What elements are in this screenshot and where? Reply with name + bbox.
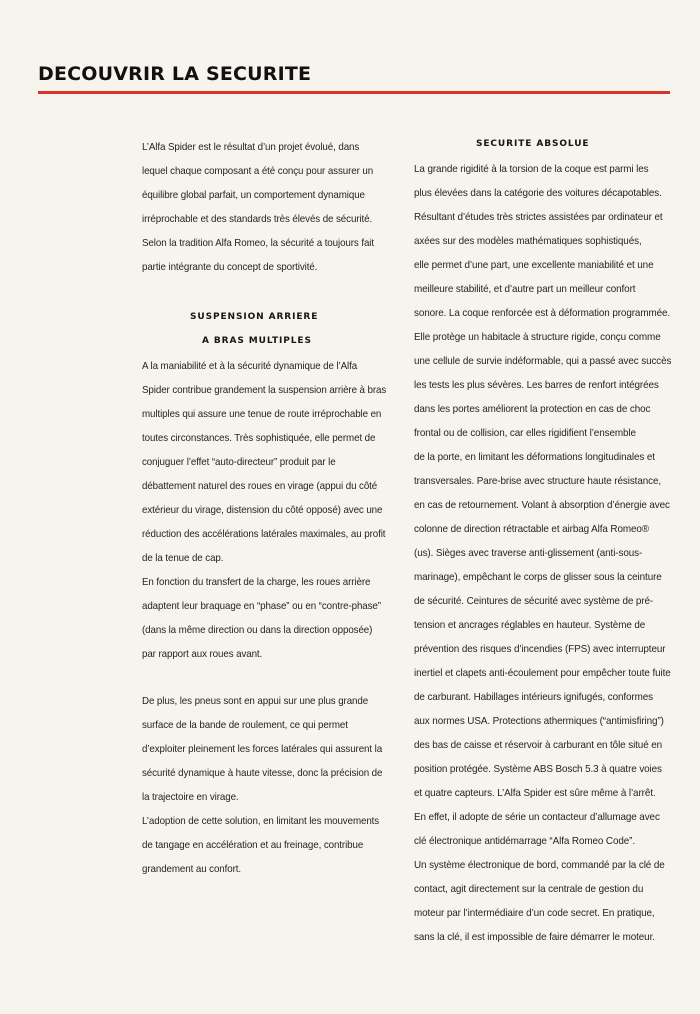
paragraph-line: de tangage en accélération et au freinage, contribue xyxy=(142,840,364,851)
paragraph-line: les tests les plus sévères. Les barres de renfort intégrées xyxy=(414,380,659,391)
paragraph-line: de sécurité. Ceintures de sécurité avec système de pré- xyxy=(414,596,654,607)
paragraph-line: aux normes USA. Protections athermiques (“antimisfiring”) xyxy=(414,716,664,727)
paragraph-line: sécurité dynamique à haute vitesse, donc la précision de xyxy=(142,768,383,779)
paragraph-line: par rapport aux roues avant. xyxy=(142,649,263,660)
intro-line: irréprochable et des standards très élevés de sécurité. xyxy=(142,214,373,225)
paragraph-line: prévention des risques d’incendies (FPS) avec interrupteur xyxy=(414,644,666,655)
intro-line: L’Alfa Spider est le résultat d’un projet évolué, dans xyxy=(142,142,360,153)
paragraph-line: surface de la bande de roulement, ce qui permet xyxy=(142,720,348,731)
paragraph-line: extérieur du virage, distension du côté opposé) avec une xyxy=(142,505,383,516)
paragraph-line: grandement au confort. xyxy=(142,864,242,875)
paragraph-line: contact, agit directement sur la centrale de gestion du xyxy=(414,884,644,895)
intro-line: lequel chaque composant a été conçu pour assurer un xyxy=(142,166,374,177)
paragraph-line: inertiel et clapets anti-écoulement pour empêcher toute fuite xyxy=(414,668,671,679)
paragraph-line: multiples qui assure une tenue de route irréprochable en xyxy=(142,409,382,420)
paragraph-line: tension et ancrages réglables en hauteur. Système de xyxy=(414,620,646,631)
paragraph-line: des bas de caisse et réservoir à carburant en tôle situé en xyxy=(414,740,663,751)
paragraph-line: de la porte, en limitant les déformations longitudinales et xyxy=(414,452,655,463)
paragraph-line: moteur par l’intermédiaire d’un code secret. En pratique, xyxy=(414,908,655,919)
paragraph-line: de carburant. Habillages intérieurs ignifugés, conformes xyxy=(414,692,654,703)
paragraph-line: sans la clé, il est impossible de faire démarrer le moteur. xyxy=(414,932,655,943)
paragraph-line: meilleure stabilité, et d’autre part un meilleur confort xyxy=(414,284,636,295)
paragraph-line: axées sur des modèles mathématiques sophistiqués, xyxy=(414,236,642,247)
paragraph-line: clé électronique antidémarrage “Alfa Romeo Code”. xyxy=(414,836,636,847)
paragraph-line: débattement naturel des roues en virage (appui du côté xyxy=(142,481,378,492)
paragraph-line: elle permet d’une part, une excellente maniabilité et une xyxy=(414,260,654,271)
paragraph-line: Un système électronique de bord, commandé par la clé de xyxy=(414,860,665,871)
paragraph-line: et quatre capteurs. L’Alfa Spider est sûre même à l’arrêt. xyxy=(414,788,656,799)
paragraph-line: adaptent leur braquage en “phase” ou en “contre-phase” xyxy=(142,601,381,612)
section-heading-suspension-line2: A BRAS MULTIPLES xyxy=(202,336,312,346)
paragraph-line: En effet, il adopte de série un contacteur d’allumage avec xyxy=(414,812,660,823)
intro-line: équilibre global parfait, un comportement dynamique xyxy=(142,190,365,201)
paragraph-line: De plus, les pneus sont en appui sur une plus grande xyxy=(142,696,369,707)
paragraph-line: Elle protège un habitacle à structure rigide, conçu comme xyxy=(414,332,661,343)
paragraph-line: transversales. Pare-brise avec structure haute résistance, xyxy=(414,476,662,487)
intro-line: Selon la tradition Alfa Romeo, la sécurité a toujours fait xyxy=(142,238,375,249)
paragraph-line: colonne de direction rétractable et airbag Alfa Romeo® xyxy=(414,524,649,535)
paragraph-line: marinage), empêchant le corps de glisser sous la ceinture xyxy=(414,572,662,583)
paragraph-line: Résultant d’études très strictes assistées par ordinateur et xyxy=(414,212,663,223)
paragraph-line: frontal ou de collision, car elles rigidifient l’ensemble xyxy=(414,428,636,439)
paragraph-line: en cas de retournement. Volant à absorption d’énergie avec xyxy=(414,500,670,511)
paragraph-line: sonore. La coque renforcée est à déformation programmée. xyxy=(414,308,671,319)
paragraph-line: toutes circonstances. Très sophistiquée, elle permet de xyxy=(142,433,376,444)
section-heading-securite: SECURITE ABSOLUE xyxy=(476,139,590,149)
paragraph-line: la trajectoire en virage. xyxy=(142,792,239,803)
paragraph-line: (dans la même direction ou dans la direction opposée) xyxy=(142,625,373,636)
paragraph-line: d’exploiter pleinement les forces latérales qui assurent la xyxy=(142,744,383,755)
paragraph-line: A la maniabilité et à la sécurité dynamique de l’Alfa xyxy=(142,361,358,372)
paragraph-line: Spider contribue grandement la suspension arrière à bras xyxy=(142,385,387,396)
intro-line: partie intégrante du concept de sportivité. xyxy=(142,262,318,273)
paragraph-line: dans les portes améliorent la protection en cas de choc xyxy=(414,404,651,415)
paragraph-line: La grande rigidité à la torsion de la coque est parmi les xyxy=(414,164,649,175)
paragraph-line: une cellule de survie indéformable, qui a passé avec succès xyxy=(414,356,672,367)
section-heading-suspension-line1: SUSPENSION ARRIERE xyxy=(190,312,319,322)
title-rule xyxy=(38,91,670,94)
paragraph-line: L’adoption de cette solution, en limitant les mouvements xyxy=(142,816,380,827)
paragraph-line: position protégée. Système ABS Bosch 5.3 à quatre voies xyxy=(414,764,662,775)
paragraph-line: réduction des accélérations latérales maximales, au profit xyxy=(142,529,386,540)
paragraph-line: conjuguer l’effet “auto-directeur” produit par le xyxy=(142,457,336,468)
paragraph-line: de la tenue de cap. xyxy=(142,553,224,564)
paragraph-line: plus élevées dans la catégorie des voitures décapotables. xyxy=(414,188,662,199)
page-title: DECOUVRIR LA SECURITE xyxy=(38,63,312,85)
paragraph-line: (us). Sièges avec traverse anti-glissement (anti-sous- xyxy=(414,548,643,559)
paragraph-line: En fonction du transfert de la charge, les roues arrière xyxy=(142,577,371,588)
